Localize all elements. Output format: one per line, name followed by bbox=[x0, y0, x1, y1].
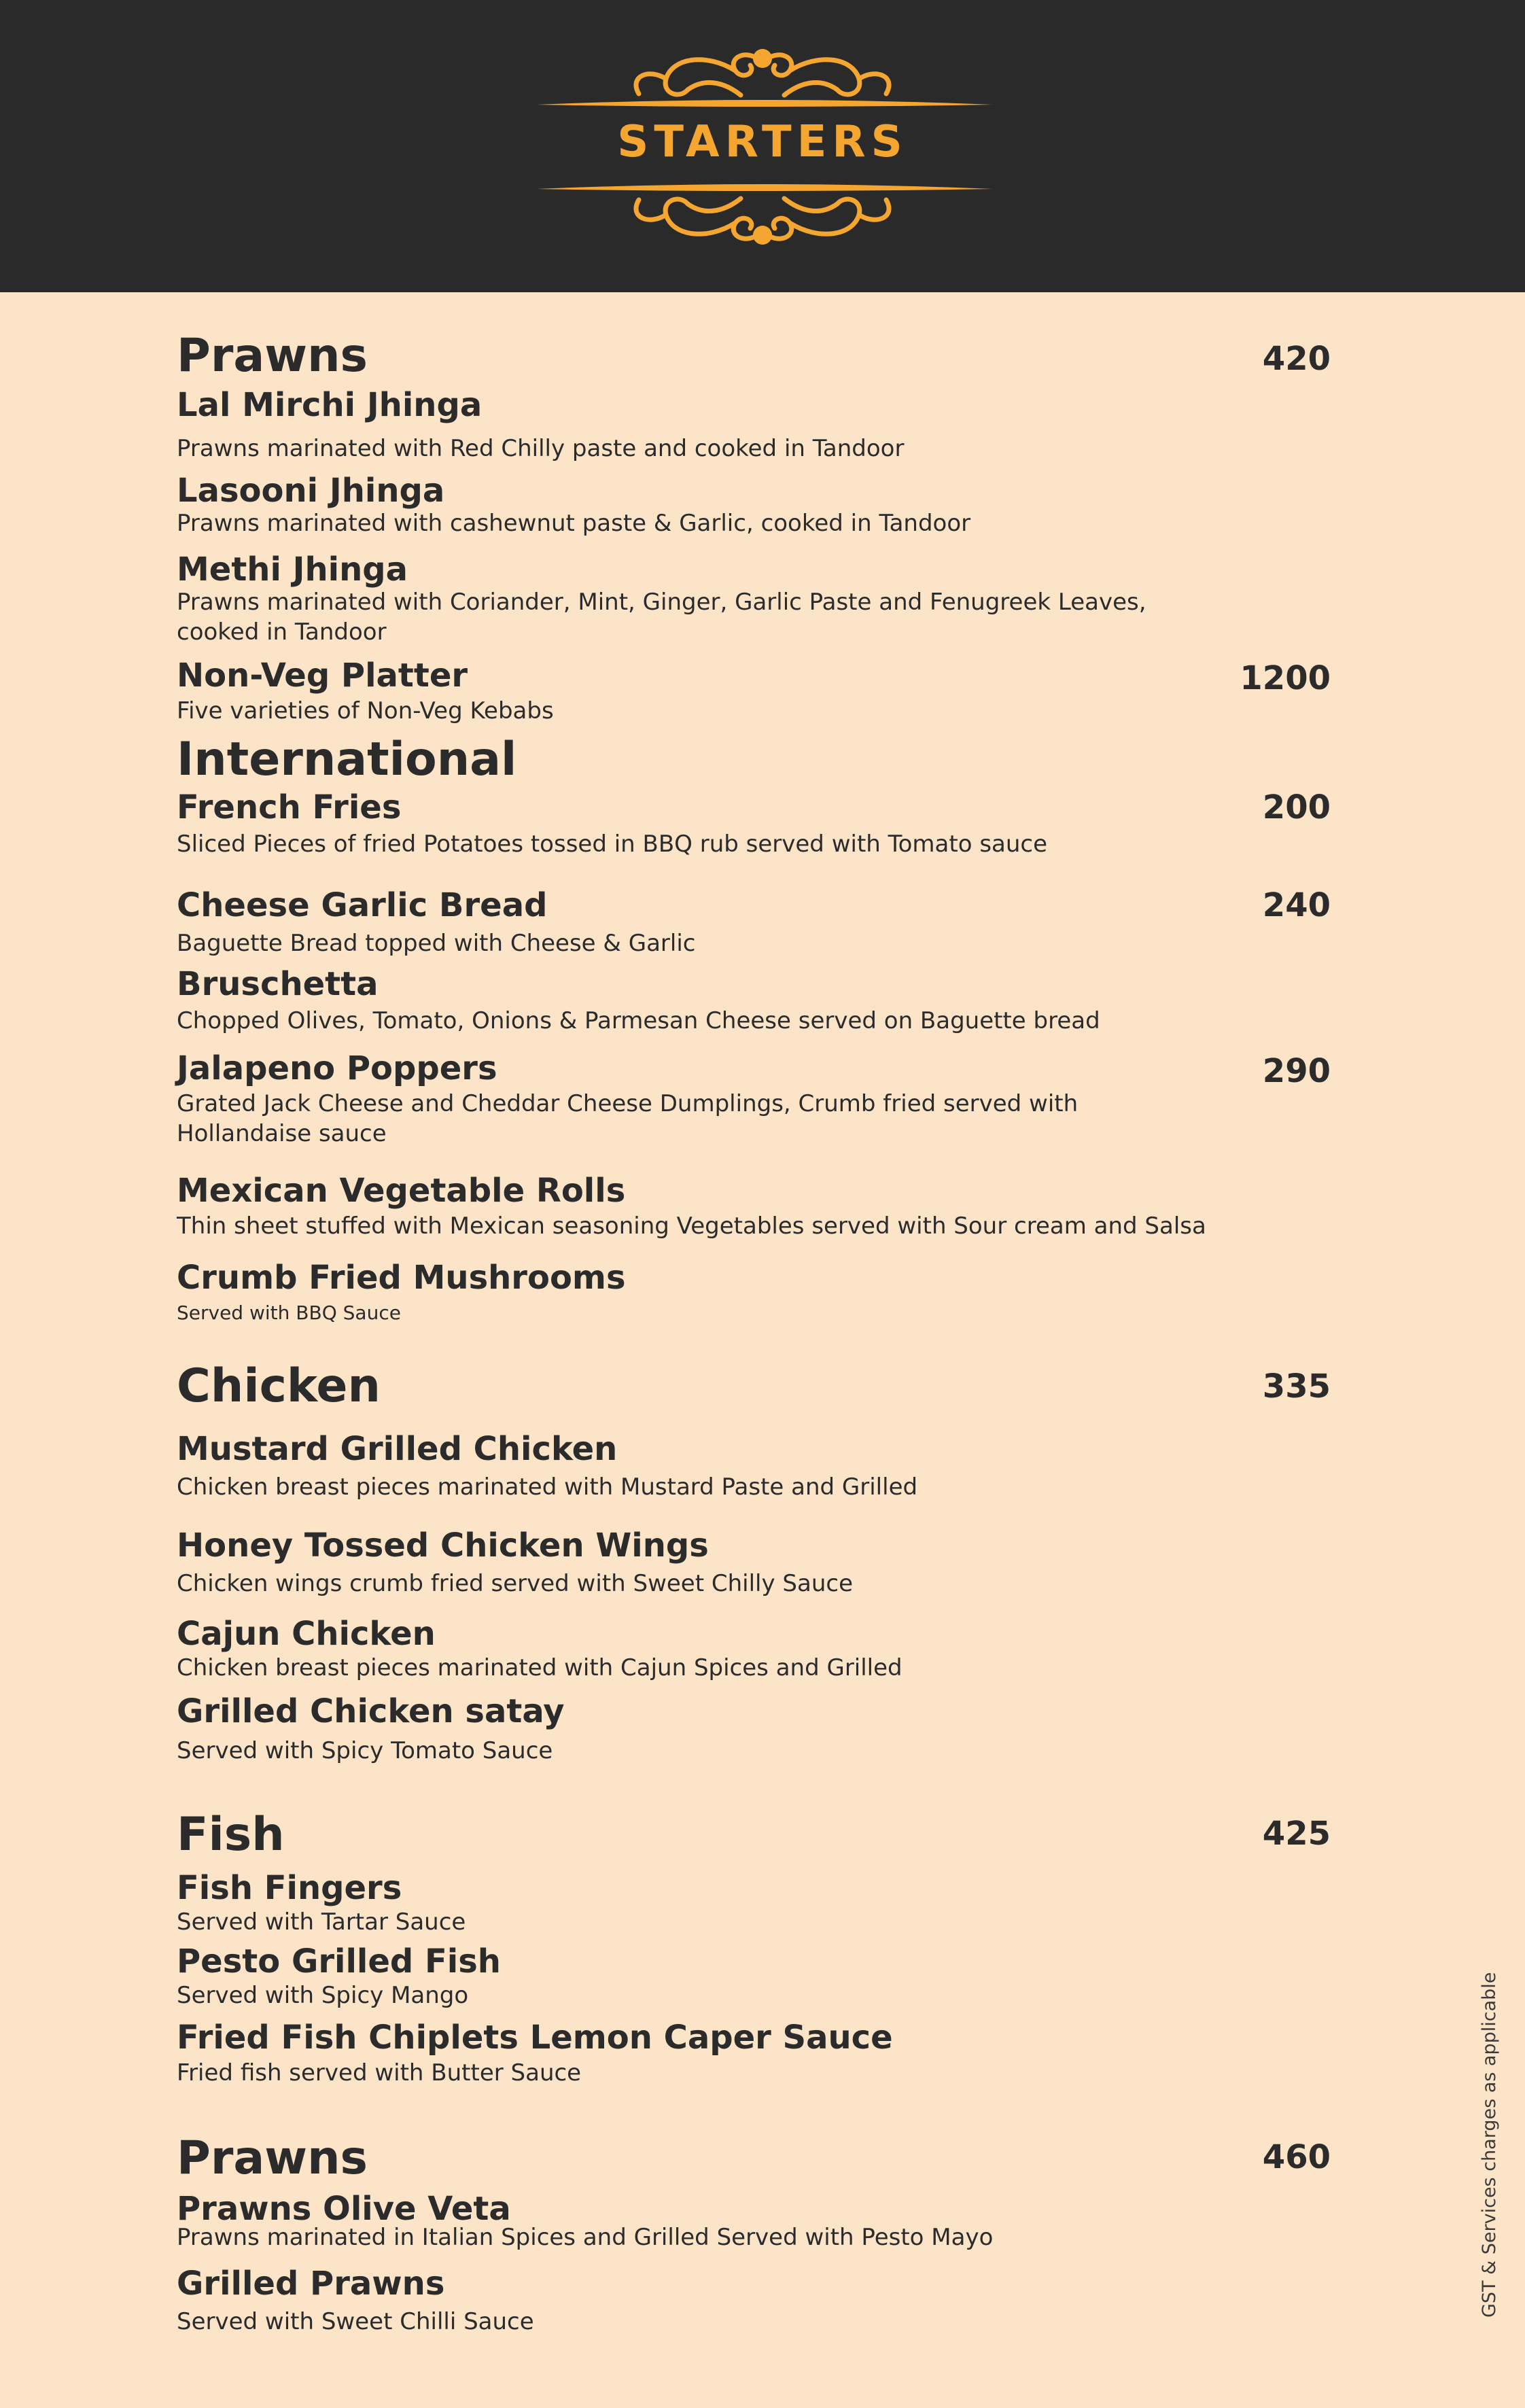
item-description: Chicken wings crumb fried served with Sweet Chilly Sauce bbox=[177, 1570, 853, 1597]
item-description: Served with Sweet Chilli Sauce bbox=[177, 2308, 534, 2335]
price-platter: 1200 bbox=[1240, 659, 1331, 697]
category-fish: Fish bbox=[177, 1808, 285, 1862]
category-chicken: Chicken bbox=[177, 1359, 381, 1413]
price-prawns-2: 460 bbox=[1262, 2138, 1331, 2176]
item-name: Mexican Vegetable Rolls bbox=[177, 1172, 626, 1210]
item-name: Crumb Fried Mushrooms bbox=[177, 1259, 626, 1297]
item-description: Chopped Olives, Tomato, Onions & Parmesan Cheese served on Baguette bread bbox=[177, 1007, 1100, 1034]
item-description: Prawns marinated with Red Chilly paste and cooked in Tandoor bbox=[177, 435, 905, 462]
item-description: cooked in Tandoor bbox=[177, 618, 387, 646]
item-name: Methi Jhinga bbox=[177, 551, 408, 589]
item-description: Hollandaise sauce bbox=[177, 1120, 387, 1147]
price-chicken: 335 bbox=[1262, 1367, 1331, 1406]
item-name: Grilled Chicken satay bbox=[177, 1692, 565, 1730]
item-name: Cajun Chicken bbox=[177, 1615, 436, 1653]
item-name: Lasooni Jhinga bbox=[177, 472, 445, 510]
item-name: Mustard Grilled Chicken bbox=[177, 1430, 618, 1468]
item-description: Chicken breast pieces marinated with Cajun Spices and Grilled bbox=[177, 1654, 902, 1681]
category-prawns: Prawns bbox=[177, 329, 368, 383]
item-name: Prawns Olive Veta bbox=[177, 2190, 511, 2228]
item-name: Honey Tossed Chicken Wings bbox=[177, 1526, 709, 1565]
price-fries: 200 bbox=[1262, 788, 1331, 826]
item-description: Grated Jack Cheese and Cheddar Cheese Dumplings, Crumb fried served with bbox=[177, 1090, 1079, 1117]
price-prawns: 420 bbox=[1262, 340, 1331, 378]
price-jalapeno: 290 bbox=[1262, 1052, 1331, 1090]
item-description: Served with BBQ Sauce bbox=[177, 1302, 401, 1324]
item-description: Served with Spicy Mango bbox=[177, 1982, 469, 2009]
item-name: Bruschetta bbox=[177, 965, 379, 1003]
item-name: Pesto Grilled Fish bbox=[177, 1942, 501, 1981]
item-name: Cheese Garlic Bread bbox=[177, 886, 548, 924]
item-description: Served with Spicy Tomato Sauce bbox=[177, 1737, 553, 1764]
item-name: Non-Veg Platter bbox=[177, 657, 468, 695]
item-description: Served with Tartar Sauce bbox=[177, 1908, 466, 1936]
item-name: Fried Fish Chiplets Lemon Caper Sauce bbox=[177, 2019, 893, 2057]
item-description: Prawns marinated with Coriander, Mint, Ginger, Garlic Paste and Fenugreek Leaves, bbox=[177, 589, 1146, 616]
price-garlic-bread: 240 bbox=[1262, 886, 1331, 924]
item-description: Five varieties of Non-Veg Kebabs bbox=[177, 697, 554, 725]
item-name: Lal Mirchi Jhinga bbox=[177, 386, 483, 424]
price-fish: 425 bbox=[1262, 1815, 1331, 1853]
item-description: Sliced Pieces of fried Potatoes tossed in BBQ rub served with Tomato sauce bbox=[177, 831, 1048, 858]
item-description: Chicken breast pieces marinated with Mustard Paste and Grilled bbox=[177, 1473, 918, 1501]
item-name: Jalapeno Poppers bbox=[177, 1049, 497, 1087]
item-description: Prawns marinated in Italian Spices and Grilled Served with Pesto Mayo bbox=[177, 2224, 994, 2251]
category-prawns-2: Prawns bbox=[177, 2131, 368, 2185]
tax-footnote: GST & Services charges as applicable bbox=[1479, 1972, 1500, 2318]
item-description: Thin sheet stuffed with Mexican seasoning Vegetables served with Sour cream and Salsa bbox=[177, 1212, 1206, 1240]
item-name: Grilled Prawns bbox=[177, 2265, 445, 2303]
category-international: International bbox=[177, 733, 517, 786]
item-name: French Fries bbox=[177, 788, 402, 826]
item-description: Prawns marinated with cashewnut paste & Garlic, cooked in Tandoor bbox=[177, 510, 971, 537]
page-title: STARTERS bbox=[617, 117, 908, 167]
item-name: Fish Fingers bbox=[177, 1869, 402, 1907]
header-banner bbox=[0, 0, 1525, 292]
item-description: Baguette Bread topped with Cheese & Garlic bbox=[177, 930, 696, 957]
item-description: Fried fish served with Butter Sauce bbox=[177, 2059, 582, 2087]
